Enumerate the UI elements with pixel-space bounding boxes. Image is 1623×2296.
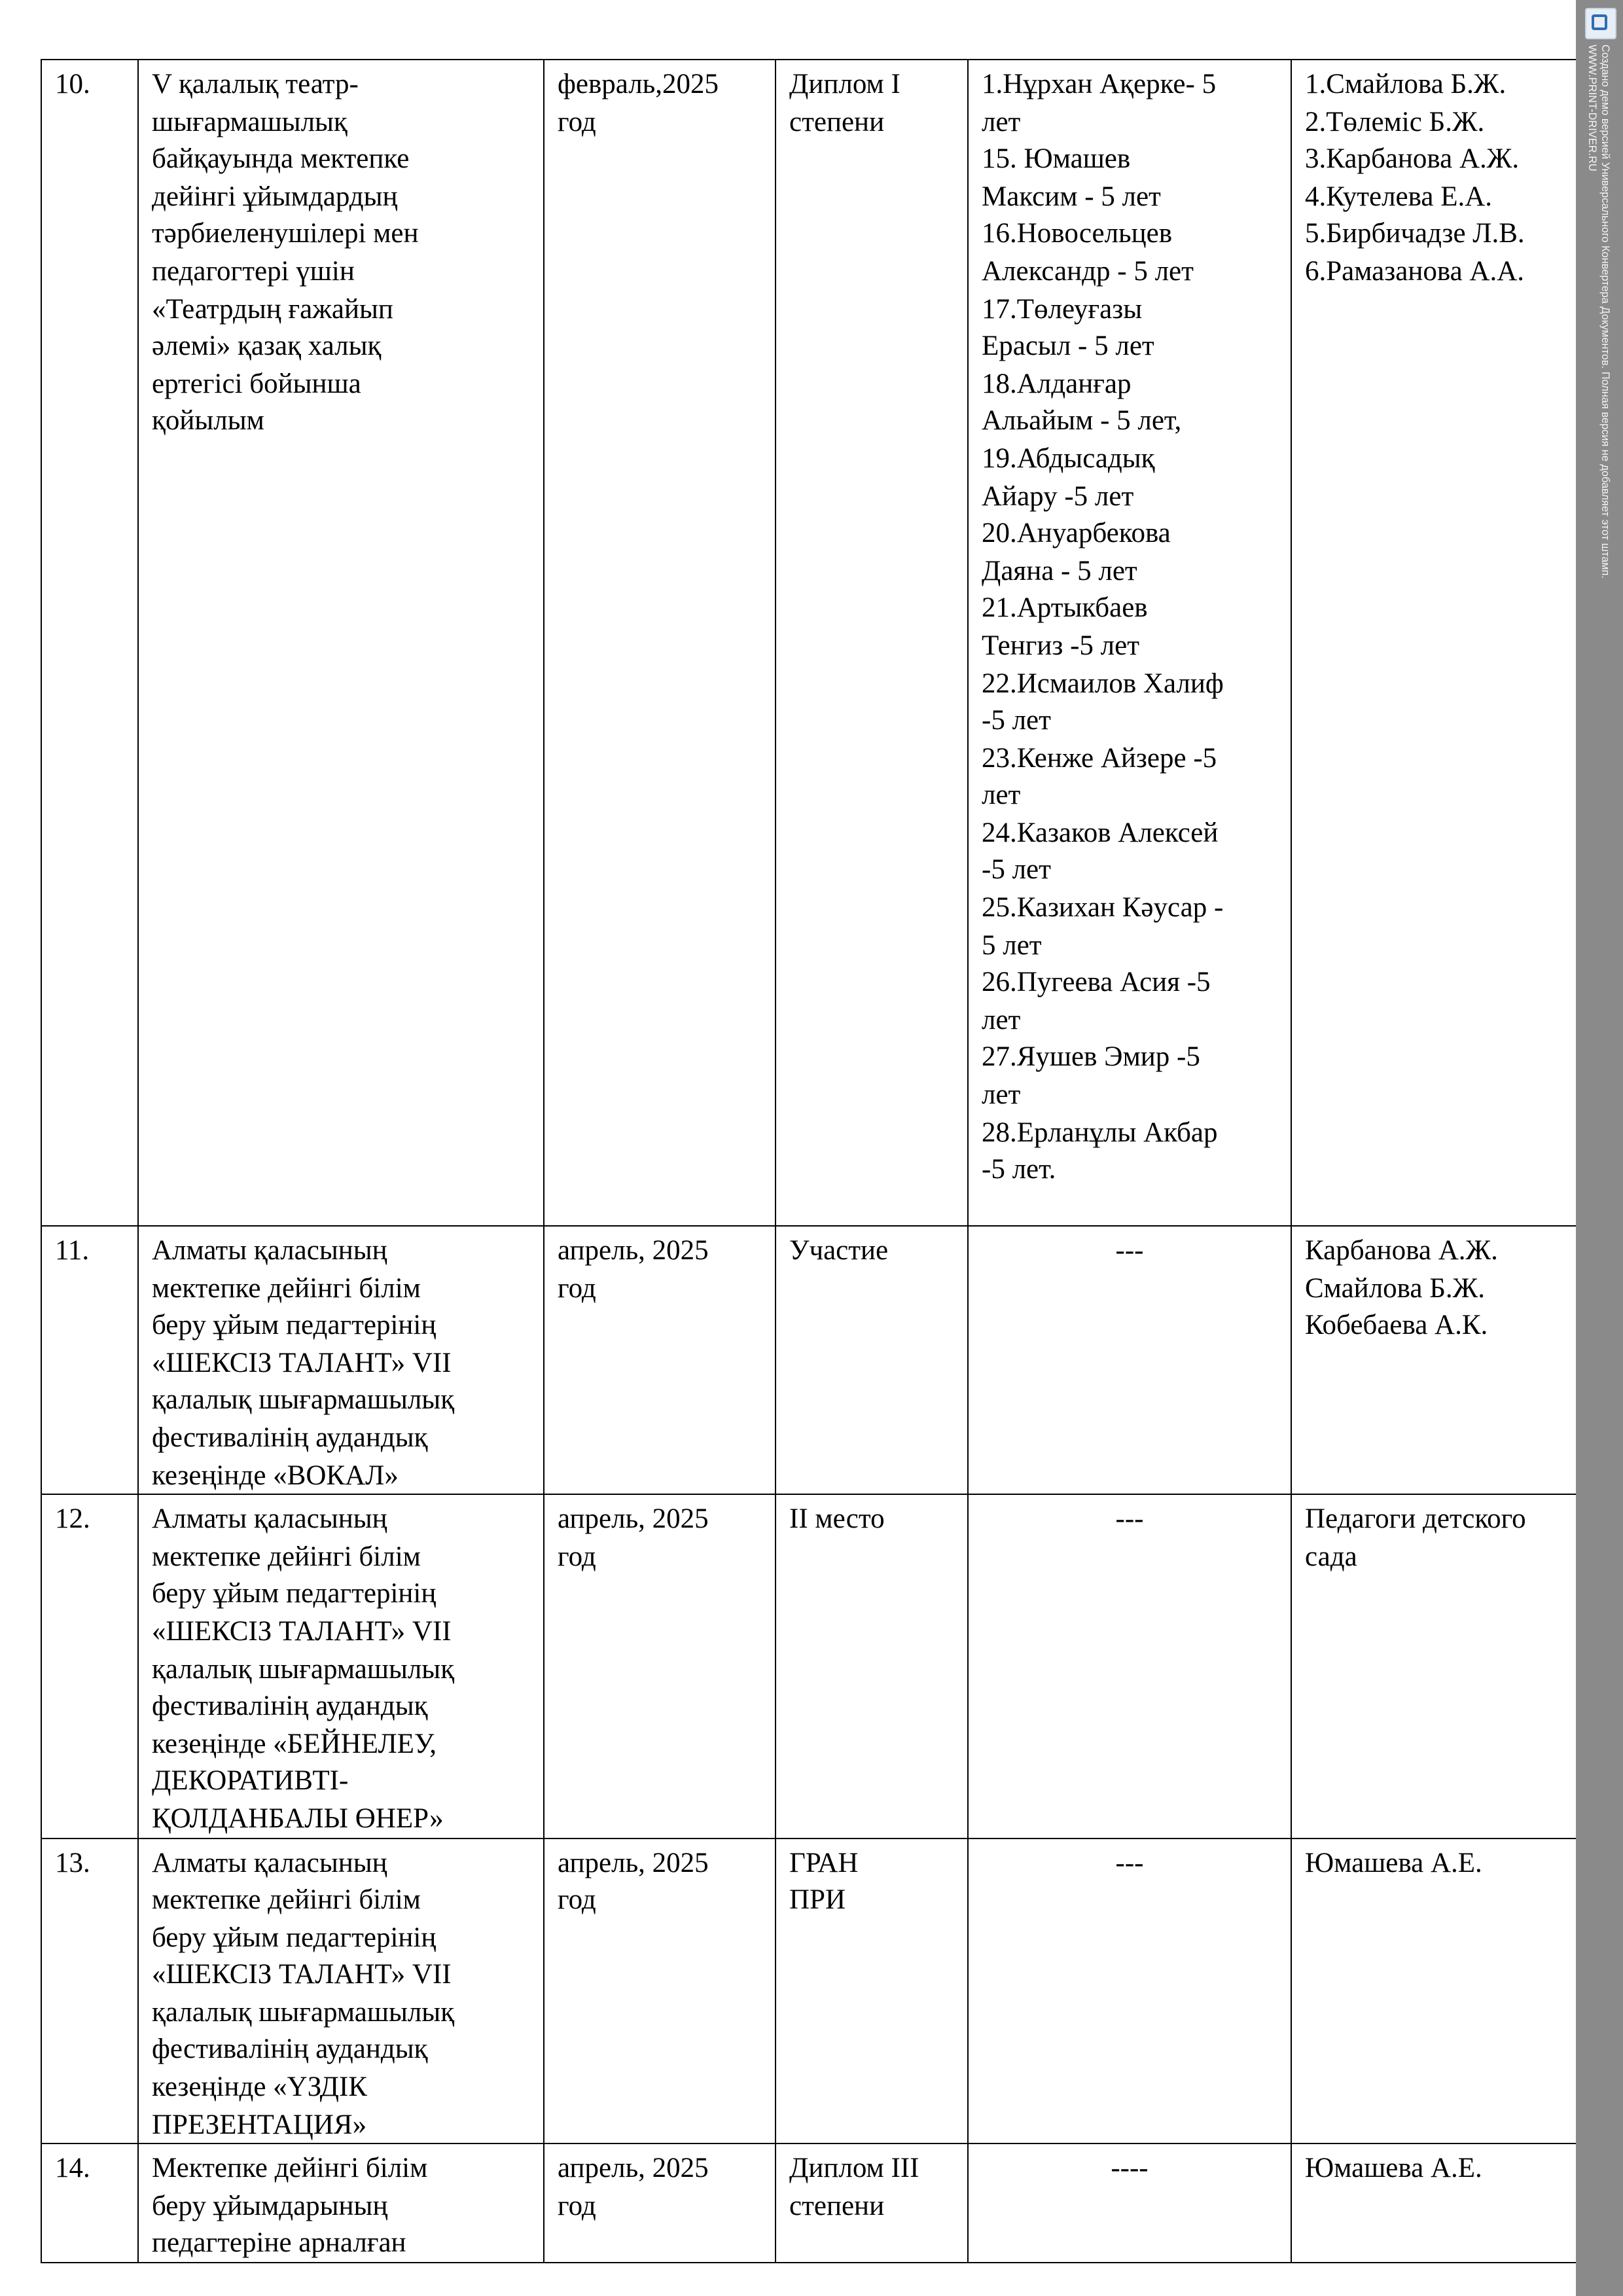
watermark-url: WWW.PRINT-DRIVER.RU <box>1586 45 1598 171</box>
achievements-table <box>41 59 1623 2263</box>
event-result: Диплом III степени <box>776 2144 968 2263</box>
table-row <box>41 1838 1623 2144</box>
event-name: Алматы қаласының мектепке дейінгі білім беру ұйым педагтерінің «ШЕКСІЗ ТАЛАНТ» VII қалалық шығармашылық фестивалінің аудандық кезеңінде «ҮЗДІК ПРЕЗЕНТАЦИЯ» <box>138 1838 544 2144</box>
leaders-list: Юмашева А.Е. <box>1291 2144 1623 2263</box>
participants-list: --- <box>968 1838 1291 2144</box>
event-date: февраль,2025 год <box>544 60 776 1226</box>
event-result: II место <box>776 1494 968 1838</box>
leaders-list: 1.Смайлова Б.Ж. 2.Төлеміс Б.Ж. 3.Карбанова А.Ж. 4.Кутелева Е.А. 5.Бирбичадзе Л.В. 6.Рамазанова А.А. <box>1291 60 1623 1226</box>
row-number: 13. <box>41 1838 138 2144</box>
row-number: 11. <box>41 1226 138 1494</box>
table-row <box>41 1494 1623 1838</box>
table-row <box>41 2144 1623 2263</box>
converter-logo-icon <box>1585 8 1616 39</box>
participants-list: 1.Нұрхан Ақерке- 5 лет 15. Юмашев Максим - 5 лет 16.Новосельцев Александр - 5 лет 17.Төлеуғазы Ерасыл - 5 лет 18.Алданғар Альайым - 5 лет, 19.Абдысадық Айару -5 лет 20.Ануарбекова Даяна - 5 лет 21.Артыкбаев Тенгиз -5 лет 22.Исмаилов Халиф -5 лет 23.Кенже Айзере -5 лет 24.Казаков Алексей -5 лет 25.Казихан Кәусар - 5 лет 26.Пугеева Асия -5 лет 27.Яушев Эмир -5 лет 28.Ерланұлы Акбар -5 лет. <box>968 60 1291 1226</box>
watermark-line: Создано демо версией Универсального Конвертера Документов. Полная версия не добавляет этот штамп. <box>1599 45 1611 579</box>
event-name: Мектепке дейінгі білім беру ұйымдарының педагтеріне арналған <box>138 2144 544 2263</box>
row-number: 10. <box>41 60 138 1226</box>
event-result: ГРАН ПРИ <box>776 1838 968 2144</box>
event-result: Диплом I степени <box>776 60 968 1226</box>
event-name: Алматы қаласының мектепке дейінгі білім беру ұйым педагтерінің «ШЕКСІЗ ТАЛАНТ» VII қалалық шығармашылық фестивалінің аудандық кезеңінде «ВОКАЛ» <box>138 1226 544 1494</box>
row-number: 12. <box>41 1494 138 1838</box>
leaders-list: Педагоги детского сада <box>1291 1494 1623 1838</box>
participants-list: --- <box>968 1494 1291 1838</box>
event-date: апрель, 2025 год <box>544 1494 776 1838</box>
table-row <box>41 1226 1623 1494</box>
row-number: 14. <box>41 2144 138 2263</box>
event-name: Алматы қаласының мектепке дейінгі білім беру ұйым педагтерінің «ШЕКСІЗ ТАЛАНТ» VII қалалық шығармашылық фестивалінің аудандық кезеңінде «БЕЙНЕЛЕУ, ДЕКОРАТИВТІ- ҚОЛДАНБАЛЫ ӨНЕР» <box>138 1494 544 1838</box>
event-name: V қалалық театр- шығармашылық байқауында мектепке дейінгі ұйымдардың тәрбиеленушілері мен педагогтері үшін «Театрдың ғажайып әлемі» қазақ халық ертегісі бойынша қойылым <box>138 60 544 1226</box>
event-date: апрель, 2025 год <box>544 1226 776 1494</box>
participants-list: --- <box>968 1226 1291 1494</box>
leaders-list: Карбанова А.Ж. Смайлова Б.Ж. Кобебаева А.К. <box>1291 1226 1623 1494</box>
participants-list: ---- <box>968 2144 1291 2263</box>
event-result: Участие <box>776 1226 968 1494</box>
watermark-text <box>1585 45 1611 579</box>
event-date: апрель, 2025 год <box>544 1838 776 2144</box>
leaders-list: Юмашева А.Е. <box>1291 1838 1623 2144</box>
event-date: апрель, 2025 год <box>544 2144 776 2263</box>
table-row <box>41 60 1623 1226</box>
